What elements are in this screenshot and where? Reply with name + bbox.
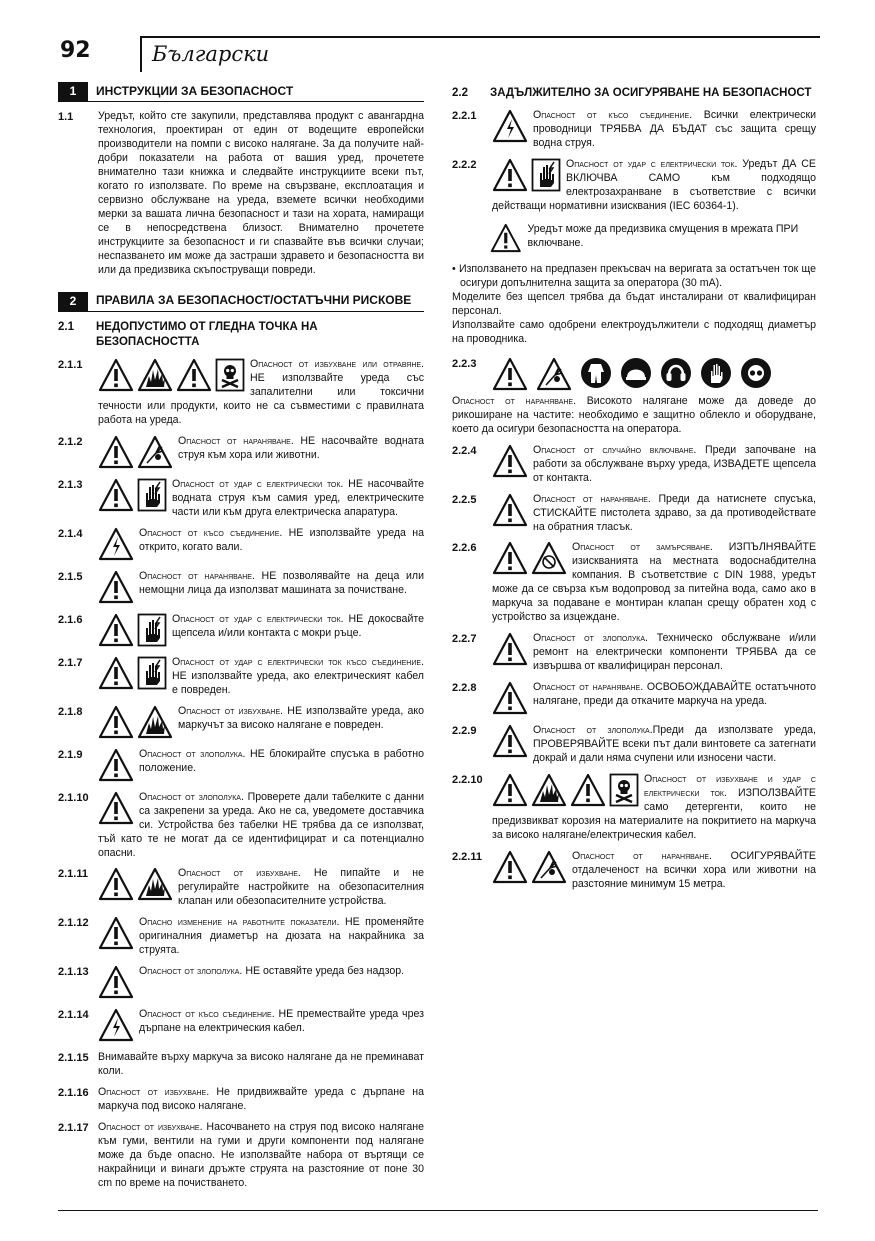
safety-item bbox=[58, 478, 424, 520]
hazard-text: ИЗПОЛЗВАЙТЕ само детергенти, които не предизвикват корозия на материалите на покритието на маркуча за високо налягане/електрическия кабел. bbox=[492, 787, 816, 841]
item-text bbox=[492, 773, 816, 843]
safety-item bbox=[452, 444, 816, 486]
hazard-icons bbox=[98, 791, 134, 825]
no-drinking-water-icon bbox=[531, 541, 567, 575]
warning-triangle-icon bbox=[492, 773, 528, 807]
hazard-icons bbox=[98, 867, 173, 901]
hazard-icons bbox=[98, 916, 134, 950]
subsection-number: 2.2 bbox=[452, 87, 468, 99]
warning-triangle-icon bbox=[98, 705, 134, 739]
hazard-icons bbox=[492, 541, 567, 575]
safety-item bbox=[452, 773, 816, 843]
subsection-2-2 bbox=[452, 86, 816, 101]
item-text bbox=[98, 1086, 424, 1114]
hazard-heading: Опасност от злополука. bbox=[533, 632, 648, 645]
item-text bbox=[492, 681, 816, 717]
hazard-icons bbox=[492, 632, 528, 666]
hazard-heading: Опасност от нараняване. bbox=[452, 394, 577, 407]
hazard-heading: Опасност от удар с електрически ток. bbox=[172, 477, 344, 490]
section-1-number: 1 bbox=[58, 82, 88, 101]
safety-item bbox=[58, 1121, 424, 1191]
warning-triangle-icon bbox=[492, 632, 528, 666]
item-text bbox=[492, 724, 816, 766]
warning-triangle-icon bbox=[98, 570, 134, 604]
item-text bbox=[98, 748, 424, 784]
hazard-heading: Опасност от избухване. bbox=[178, 704, 284, 717]
hazard-text: Преди да използвате уреда, ПРОВЕРЯВАЙТЕ всеки път дали винтовете са затегнати докрай и дали няма счупени или износени части. bbox=[533, 724, 816, 765]
hazard-heading: Опасност от късо съединение. bbox=[139, 526, 283, 539]
hazard-heading: Опасност от късо съединение. bbox=[533, 109, 693, 122]
safety-item bbox=[58, 358, 424, 428]
lightning-icon bbox=[98, 1008, 134, 1042]
item-number: 2.1.13 bbox=[58, 966, 89, 979]
warning-triangle-icon bbox=[98, 867, 134, 901]
item-number: 2.1.1 bbox=[58, 358, 83, 371]
item-text bbox=[98, 435, 424, 471]
hazard-text: Не придвижвайте уреда с дърпане на маркуча под високо налягане. bbox=[98, 1086, 424, 1113]
item-number: 2.1.2 bbox=[58, 435, 83, 448]
hazard-icons bbox=[492, 109, 528, 143]
hazard-icons bbox=[98, 358, 245, 392]
hazard-text: НЕ докосвайте щепсела и/или контакта с мокри ръце. bbox=[172, 612, 424, 639]
safety-item bbox=[452, 493, 816, 535]
item-text bbox=[98, 791, 424, 861]
warning-triangle-icon bbox=[176, 358, 212, 392]
warning-triangle-icon bbox=[98, 613, 134, 647]
hazard-text: НЕ премествайте уреда чрез дърпане на електрическия кабел. bbox=[139, 1008, 424, 1035]
paragraph-text: Използвайте само одобрени електроудължители с подходящ диаметър на проводника. bbox=[452, 318, 816, 345]
hazard-text: Проверете дали табелките с данни са закрепени за уреда. Ако не са, уведомете доставчика си. Устройства без табелки НЕ трябва да се използват, тъй като те не могат да се идентифицират и са потенциално опасни. bbox=[98, 790, 424, 859]
item-number: 2.2.3 bbox=[452, 357, 477, 370]
item-text bbox=[98, 1051, 424, 1079]
hazard-text: НЕ насочвайте водната струя към хора или животни. bbox=[178, 434, 424, 461]
item-number: 2.2.5 bbox=[452, 493, 477, 506]
item-text bbox=[492, 850, 816, 892]
lightning-icon bbox=[98, 527, 134, 561]
warning-triangle-icon bbox=[98, 656, 134, 690]
hazard-text: Не пипайте и не регулирайте настройките на обезопасителния клапан или обезопасителните устройства. bbox=[178, 867, 424, 908]
hazard-text: Внимавайте върху маркуча за високо налягане да не преминават коли. bbox=[98, 1051, 424, 1078]
item-number: 2.2.8 bbox=[452, 682, 477, 695]
item-text bbox=[98, 1121, 424, 1191]
item-number: 2.1.9 bbox=[58, 748, 83, 761]
hazard-heading: Опасност от избухване. bbox=[98, 1086, 210, 1099]
item-number: 2.2.2 bbox=[452, 159, 477, 172]
hazard-icons bbox=[492, 850, 567, 884]
hazard-text: НЕ насочвайте водната струя към самия уред, електрическите части или към друга електрическа апаратура. bbox=[172, 477, 424, 518]
safety-item bbox=[58, 527, 424, 563]
helmet-icon bbox=[620, 357, 652, 389]
hazard-text: НЕ оставяйте уреда без надзор. bbox=[242, 965, 405, 978]
subsection-title: НЕДОПУСТИМО ОТ ГЛЕДНА ТОЧКА НА БЕЗОПАСНОСТТА bbox=[95, 320, 318, 348]
water-jet-icon bbox=[137, 435, 173, 469]
safety-item bbox=[58, 435, 424, 471]
note-block bbox=[452, 221, 816, 255]
warning-triangle-icon bbox=[492, 158, 528, 192]
hazard-icons bbox=[98, 748, 134, 782]
item-text bbox=[98, 656, 424, 698]
water-jet-icon bbox=[531, 850, 567, 884]
page-number: 92 bbox=[60, 38, 91, 63]
item-number: 2.2.10 bbox=[452, 774, 483, 787]
hazard-icons bbox=[98, 1008, 134, 1042]
hazard-icons bbox=[98, 570, 134, 604]
subsection-number: 2.1 bbox=[58, 320, 74, 333]
warning-triangle-icon bbox=[492, 444, 528, 478]
item-number: 2.1.6 bbox=[58, 613, 83, 626]
hazard-icons bbox=[492, 444, 528, 478]
item-text bbox=[452, 395, 816, 437]
safety-item bbox=[58, 748, 424, 784]
safety-list-2-2b bbox=[452, 444, 816, 892]
item-number: 2.1.4 bbox=[58, 527, 83, 540]
hazard-text: Преди да натиснете спусъка, СТИСКАЙТЕ пистолета здраво, за да противодействате на обратния тласък. bbox=[533, 492, 816, 533]
safety-item bbox=[58, 1008, 424, 1044]
item-text bbox=[98, 570, 424, 606]
hazard-text: НЕ използвайте уреда, ако електрическият кабел е повреден. bbox=[172, 669, 424, 696]
hazard-heading: Опасност от избухване. bbox=[98, 1121, 203, 1134]
hazard-text: НЕ блокирайте спусъка в работно положение. bbox=[139, 747, 424, 774]
item-icons-row bbox=[452, 357, 816, 395]
item-2-2-3 bbox=[452, 357, 816, 437]
note-text: Уредът може да предизвика смущения в мрежата ПРИ включване. bbox=[527, 222, 799, 249]
warning-triangle-icon bbox=[98, 478, 134, 512]
item-text bbox=[98, 478, 424, 520]
explosion-icon bbox=[137, 358, 173, 392]
item-text bbox=[492, 158, 816, 214]
hazard-text: Уредът ДА СЕ ВКЛЮЧВА САМО към подходящо електрозахранване в съответствие с всички действащи нормативни изисквания (IEC 60364-1). bbox=[492, 158, 816, 212]
explosion-icon bbox=[531, 773, 567, 807]
subsection-title: ЗАДЪЛЖИТЕЛНО ЗА ОСИГУРЯВАНЕ НА БЕЗОПАСНОСТ bbox=[490, 87, 812, 99]
safety-item bbox=[452, 850, 816, 892]
hazard-text: Насочването на струя под високо налягане към гуми, вентили на гуми и други компоненти под налягане може да бъде опасно. Не използвайте набора от въртящи се накрайници и винаги дръжте струята на разстояние от поне 30 cm по време на почистването. bbox=[98, 1121, 424, 1190]
safety-list-2-2a bbox=[452, 109, 816, 214]
hazard-text: НЕ позволявайте на деца или немощни лица да използват машината за почистване. bbox=[139, 569, 425, 596]
warning-triangle-icon bbox=[98, 748, 134, 782]
warning-triangle-icon bbox=[490, 221, 522, 255]
item-number: 2.1.11 bbox=[58, 868, 88, 881]
hazard-icons bbox=[98, 527, 134, 561]
warning-triangle-icon bbox=[98, 358, 134, 392]
footer-rule bbox=[58, 1210, 818, 1211]
warning-triangle-icon bbox=[98, 916, 134, 950]
hazard-icons bbox=[492, 158, 561, 192]
item-text bbox=[492, 444, 816, 486]
protective-clothing-icon bbox=[580, 357, 612, 389]
item-text bbox=[98, 613, 424, 649]
hand-shock-icon bbox=[531, 158, 561, 192]
hand-shock-icon bbox=[137, 613, 167, 647]
right-column bbox=[452, 82, 816, 899]
item-text bbox=[98, 965, 424, 1001]
item-number: 2.1.12 bbox=[58, 917, 89, 930]
item-text bbox=[492, 493, 816, 535]
warning-triangle-icon bbox=[492, 681, 528, 715]
safety-item bbox=[58, 791, 424, 861]
ppe-icons bbox=[492, 357, 772, 391]
item-number: 1.1 bbox=[58, 111, 74, 123]
hazard-icons bbox=[98, 478, 167, 512]
hazard-heading: Опасност от злополука. bbox=[533, 724, 653, 737]
item-number: 2.1.8 bbox=[58, 705, 83, 718]
hazard-heading: Опасност от замърсяване. bbox=[572, 541, 713, 554]
item-1-1 bbox=[58, 110, 424, 278]
item-number: 2.1.15 bbox=[58, 1052, 89, 1065]
hazard-heading: Опасност от нараняване. bbox=[572, 849, 712, 862]
hazard-text: НЕ използвайте уреда със запалителни или токсични течности или продукти, които не са съвместими с правилната работа на уреда. bbox=[98, 371, 424, 426]
hazard-heading: Опасност от нараняване. bbox=[533, 492, 651, 505]
item-text bbox=[98, 358, 424, 428]
hazard-heading: Опасно изменение на работните показатели. bbox=[139, 916, 340, 929]
hazard-heading: Опасност от удар с електрически ток. bbox=[172, 612, 344, 625]
paragraph-text: Моделите без щепсел трябва да бъдат инсталирани от квалифициран персонал. bbox=[452, 290, 816, 317]
skull-icon bbox=[609, 773, 639, 807]
hazard-icons bbox=[98, 965, 134, 999]
item-number: 2.1.7 bbox=[58, 656, 83, 669]
safety-item bbox=[452, 632, 816, 674]
hazard-text: Техническо обслужване и/или ремонт на електрически компоненти ТРЯБВА да се извършва от квалифициран персонал. bbox=[533, 632, 816, 673]
hazard-icons bbox=[98, 656, 167, 690]
warning-triangle-icon bbox=[492, 850, 528, 884]
warning-triangle-icon bbox=[492, 724, 528, 758]
bullet-text: • Използването на предпазен прекъсвач на веригата за остатъчен ток ще осигури допълнителна защита за оператора (30 mA). bbox=[452, 262, 816, 289]
hazard-text: Високото налягане може да доведе до рикоширане на частите: необходимо е защитно облекло и оборудване, което да осигури безопасността на оператора. bbox=[452, 394, 816, 435]
item-number: 2.1.16 bbox=[58, 1087, 89, 1100]
item-text bbox=[492, 541, 816, 625]
item-text bbox=[98, 1008, 424, 1044]
safety-item bbox=[58, 916, 424, 958]
item-text bbox=[492, 109, 816, 151]
hazard-heading: Опасност от злополука. bbox=[139, 790, 244, 803]
water-jet-icon bbox=[536, 357, 572, 391]
warning-triangle-icon bbox=[98, 791, 134, 825]
item-text bbox=[98, 867, 424, 909]
safety-item bbox=[452, 109, 816, 151]
section-2-number: 2 bbox=[58, 292, 88, 311]
safety-item bbox=[58, 613, 424, 649]
safety-item bbox=[58, 705, 424, 741]
hazard-heading: Опасност от нараняване. bbox=[533, 681, 644, 694]
section-2-header bbox=[58, 292, 424, 312]
safety-item bbox=[58, 1086, 424, 1114]
hazard-heading: Опасност от злополука. bbox=[139, 965, 243, 978]
hazard-heading: Опасност от нараняване. bbox=[178, 434, 294, 447]
item-number: 2.1.3 bbox=[58, 478, 83, 491]
hand-shock-icon bbox=[137, 478, 167, 512]
hazard-heading: Опасност от нараняване. bbox=[139, 569, 255, 582]
safety-item bbox=[58, 656, 424, 698]
hazard-text: ИЗПЪЛНЯВАЙТЕ изискванията на местната водоснабдителна компания. В съответствие с DIN 1988, уредът може да се свърза към водопровод за питейна вода, само ако в маркуча за подаване е монтиран клапан срещу обратен ход с устройство за изцеждане. bbox=[492, 541, 817, 624]
item-number: 2.2.4 bbox=[452, 444, 477, 457]
page-header bbox=[56, 36, 816, 74]
lightning-icon bbox=[492, 109, 528, 143]
warning-triangle-icon bbox=[98, 965, 134, 999]
hazard-text: НЕ използвайте уреда, ако маркучът за високо налягане е повреден. bbox=[178, 704, 424, 731]
hazard-heading: Опасност от удар с електрически ток. bbox=[566, 158, 738, 171]
safety-list-2-1 bbox=[58, 358, 424, 1191]
hazard-icons bbox=[492, 681, 528, 715]
item-number: 2.1.10 bbox=[58, 791, 89, 804]
hazard-icons bbox=[98, 435, 173, 469]
item-number: 2.1.14 bbox=[58, 1009, 89, 1022]
section-1-header bbox=[58, 82, 424, 102]
safety-item bbox=[452, 681, 816, 717]
hazard-icons bbox=[98, 613, 167, 647]
hazard-heading: Опасност от злополука. bbox=[139, 747, 246, 760]
explosion-icon bbox=[137, 867, 173, 901]
item-text: Уредът, който сте закупили, представлява продукт с авангардна технология, проектиран от един от водещите европейски производители на помпи с високо налягане. За да получите най-добри показатели на работа от вашия уред, прочетете внимателно тази книжка и следвайте инструкциите всеки път, когато го използвате. По време на свързване, експлоатация и сервизно обслужване на уреда, вземете всички необходими мерки за вашата лична безопасност и тази на хората, намиращи се в непосредствена близост. Внимателно прочетете инструкциите за безопасност и ги спазвайте във всички случаи; неспазването им може да застраши здравето и безопасността ви или да предизвика скъпоструващи повреди. bbox=[98, 110, 424, 276]
skull-icon bbox=[215, 358, 245, 392]
left-column bbox=[58, 82, 424, 1198]
hazard-icons bbox=[492, 724, 528, 758]
item-text bbox=[98, 916, 424, 958]
subsection-2-1 bbox=[58, 320, 424, 350]
safety-item bbox=[58, 570, 424, 606]
hazard-heading: Опасност от удар с електрически ток късо съединение. bbox=[172, 655, 424, 668]
item-number: 2.1.17 bbox=[58, 1122, 89, 1135]
item-number: 2.2.7 bbox=[452, 633, 477, 646]
hazard-icons bbox=[98, 705, 173, 739]
hazard-text: НЕ променяйте оригиналния диаметър на дюзата на накрайника за струята. bbox=[139, 916, 424, 957]
language-title: Български bbox=[140, 36, 820, 72]
safety-item bbox=[452, 158, 816, 214]
hazard-text: НЕ използвайте уреда на открито, когато вали. bbox=[139, 526, 424, 553]
item-number: 2.2.11 bbox=[452, 850, 482, 863]
safety-item bbox=[58, 867, 424, 909]
warning-triangle-icon bbox=[570, 773, 606, 807]
warning-triangle-icon bbox=[492, 357, 528, 391]
hand-shock-icon bbox=[137, 656, 167, 690]
hazard-icons bbox=[492, 493, 528, 527]
gloves-icon bbox=[700, 357, 732, 389]
hazard-heading: Опасност от случайно включване. bbox=[533, 443, 697, 456]
safety-item bbox=[58, 965, 424, 1001]
safety-item bbox=[58, 1051, 424, 1079]
extra-block bbox=[452, 263, 816, 347]
hazard-text: Преди започване на работи за обслужване върху уреда, ИЗВАДЕТЕ щепсела от контакта. bbox=[533, 443, 816, 484]
warning-triangle-icon bbox=[98, 435, 134, 469]
hazard-text: Всички електрически проводници ТРЯБВА ДА БЪДАТ със защита срещу водна струя. bbox=[533, 109, 816, 150]
section-2-title: ПРАВИЛА ЗА БЕЗОПАСНОСТ/ОСТАТЪЧНИ РИСКОВЕ bbox=[96, 293, 412, 308]
hazard-text: ОСИГУРЯВАЙТЕ отдалеченост на всички хора или животни на разстояние минимум 15 метра. bbox=[572, 849, 816, 890]
warning-triangle-icon bbox=[492, 541, 528, 575]
item-text bbox=[98, 705, 424, 741]
hazard-icons bbox=[492, 773, 639, 807]
section-1-title: ИНСТРУКЦИИ ЗА БЕЗОПАСНОСТ bbox=[96, 83, 294, 98]
item-number: 2.2.9 bbox=[452, 725, 477, 738]
warning-triangle-icon bbox=[492, 493, 528, 527]
hazard-heading: Опасност от избухване или отравяне. bbox=[250, 357, 424, 370]
goggles-icon bbox=[740, 357, 772, 389]
hazard-text: ОСВОБОЖДАВАЙТЕ остатъчното налягане, преди да откачите маркуча на уреда. bbox=[533, 681, 817, 708]
item-number: 2.1.5 bbox=[58, 570, 83, 583]
hazard-heading: Опасност от избухване и удар с електрически ток. bbox=[644, 773, 816, 800]
hazard-heading: Опасност от късо съединение. bbox=[139, 1008, 275, 1021]
safety-item bbox=[452, 541, 816, 625]
hazard-heading: Опасност от избухване. bbox=[178, 867, 301, 880]
item-text bbox=[492, 632, 816, 674]
explosion-icon bbox=[137, 705, 173, 739]
item-number: 2.2.1 bbox=[452, 110, 477, 123]
item-number: 2.2.6 bbox=[452, 542, 477, 555]
safety-item bbox=[452, 724, 816, 766]
ear-protection-icon bbox=[660, 357, 692, 389]
item-text bbox=[98, 527, 424, 563]
